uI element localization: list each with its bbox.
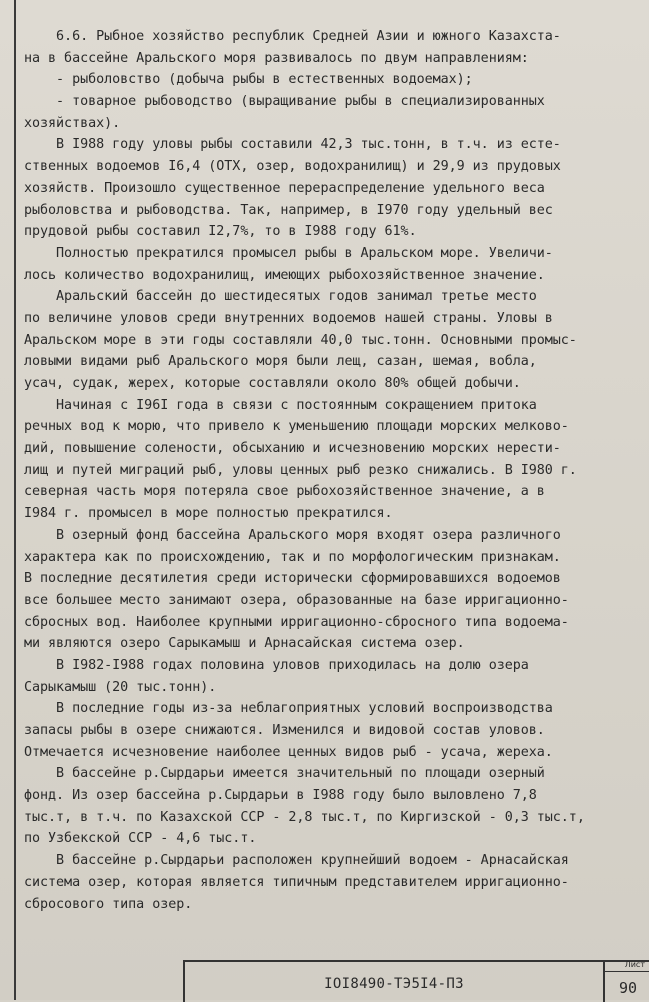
text-line: по Узбекской ССР - 4,6 тыс.т. [24, 831, 257, 847]
page-frame-border [14, 0, 16, 1000]
text-line: В I988 году уловы рыбы составили 42,3 тыс.тонн, в т.ч. из есте- [24, 137, 561, 153]
text-line: - товарное рыбоводство (выращивание рыбы в специализированных [24, 94, 545, 110]
text-line: Аральском море в эти годы составляли 40,0 тыс.тонн. Основными промыс- [24, 332, 577, 348]
text-line: хозяйств. Произошло существенное перераспределение удельного веса [24, 180, 545, 196]
text-line: усач, судак, жерех, которые составляли около 80% общей добычи. [24, 376, 521, 391]
text-line: запасы рыбы в озере снижаются. Изменился и видовой состав уловов. [24, 723, 545, 738]
text-line: фонд. Из озер бассейна р.Сырдарьи в I988 году было выловлено 7,8 [24, 788, 537, 804]
text-line: ми являются озеро Сарыкамыш и Арнасайская система озер. [24, 636, 465, 652]
text-line: В последние годы из-за неблагоприятных условий воспроизводства [24, 701, 553, 717]
title-block-stamp [183, 960, 649, 1002]
text-line: 6.6. Рыбное хозяйство республик Средней Азии и южного Казахста- [24, 29, 561, 44]
text-line: тыс.т, в т.ч. по Казахской ССР - 2,8 тыс.т, по Киргизской - 0,3 тыс.т, [24, 809, 585, 825]
text-line: прудовой рыбы составил I2,7%, то в I988 году 61%. [24, 224, 417, 240]
text-line: на в бассейне Аральского моря развивалось по двум направлениям: [24, 50, 529, 66]
document-code: IOI8490-ТЭ5I4-ПЗ [324, 976, 464, 992]
text-line: сбросных вод. Наиболее крупными ирригационно-сбросного типа водоема- [24, 614, 569, 630]
text-line: I984 г. промысел в море полностью прекратился. [24, 506, 393, 522]
text-line: по величине уловов среди внутренних водоемов нашей страны. Уловы в [24, 310, 553, 326]
text-line: В бассейне р.Сырдарьи расположен крупнейший водоем - Арнасайская [24, 853, 569, 869]
text-line: ственных водоемов I6,4 (ОТХ, озер, водохранилищ) и 29,9 из прудовых [24, 159, 561, 175]
text-line: лось количество водохранилищ, имеющих рыбохозяйственное значение. [24, 267, 545, 283]
text-line: северная часть моря потеряла свое рыбохозяйственное значение, а в [24, 484, 545, 500]
text-line: Аральский бассейн до шестидесятых годов занимал третье место [24, 289, 537, 305]
sheet-number: 90 [618, 979, 638, 997]
sheet-cell [603, 960, 649, 1002]
text-line: рыболовства и рыбоводства. Так, например, в I970 году удельный вес [24, 202, 553, 218]
text-line: Сарыкамыш (20 тыс.тонн). [24, 679, 217, 695]
text-line: все большее место занимают озера, образованные на базе ирригационно- [24, 592, 569, 608]
sheet-divider [605, 971, 649, 972]
text-line: В I982-I988 годах половина уловов приходилась на долю озера [24, 657, 529, 673]
text-line: хозяйствах). [24, 115, 121, 131]
text-line: сбросового типа озер. [24, 896, 193, 912]
text-line: - рыболовство (добыча рыбы в естественных водоемах); [24, 72, 473, 88]
document-text-block [24, 26, 636, 915]
text-line: дий, повышение солености, обсыханию и исчезновению морских нерести- [24, 441, 561, 457]
text-line: В озерный фонд бассейна Аральского моря входят озера различного [24, 527, 561, 543]
text-line: лищ и путей миграций рыб, уловы ценных рыб резко снижались. В I980 г. [24, 462, 577, 478]
text-line: Начиная с I96I года в связи с постоянным сокращением притока [24, 397, 537, 413]
text-line: В последние десятилетия среди исторически сформировавшихся водоемов [24, 571, 561, 587]
sheet-label: Лист [624, 960, 645, 969]
text-line: характера как по происхождению, так и по морфологическим признакам. [24, 549, 561, 565]
text-line: система озер, которая является типичным представителем ирригационно- [24, 874, 569, 890]
text-line: Полностью прекратился промысел рыбы в Аральском море. Увеличи- [24, 245, 553, 261]
text-line: речных вод к морю, что привело к уменьшению площади морских мелково- [24, 419, 569, 435]
text-line: ловыми видами рыб Аральского моря были лещ, сазан, шемая, вобла, [24, 354, 537, 370]
text-line: В бассейне р.Сырдарьи имеется значительный по площади озерный [24, 766, 545, 782]
text-line: Отмечается исчезновение наиболее ценных видов рыб - усача, жереха. [24, 744, 553, 760]
